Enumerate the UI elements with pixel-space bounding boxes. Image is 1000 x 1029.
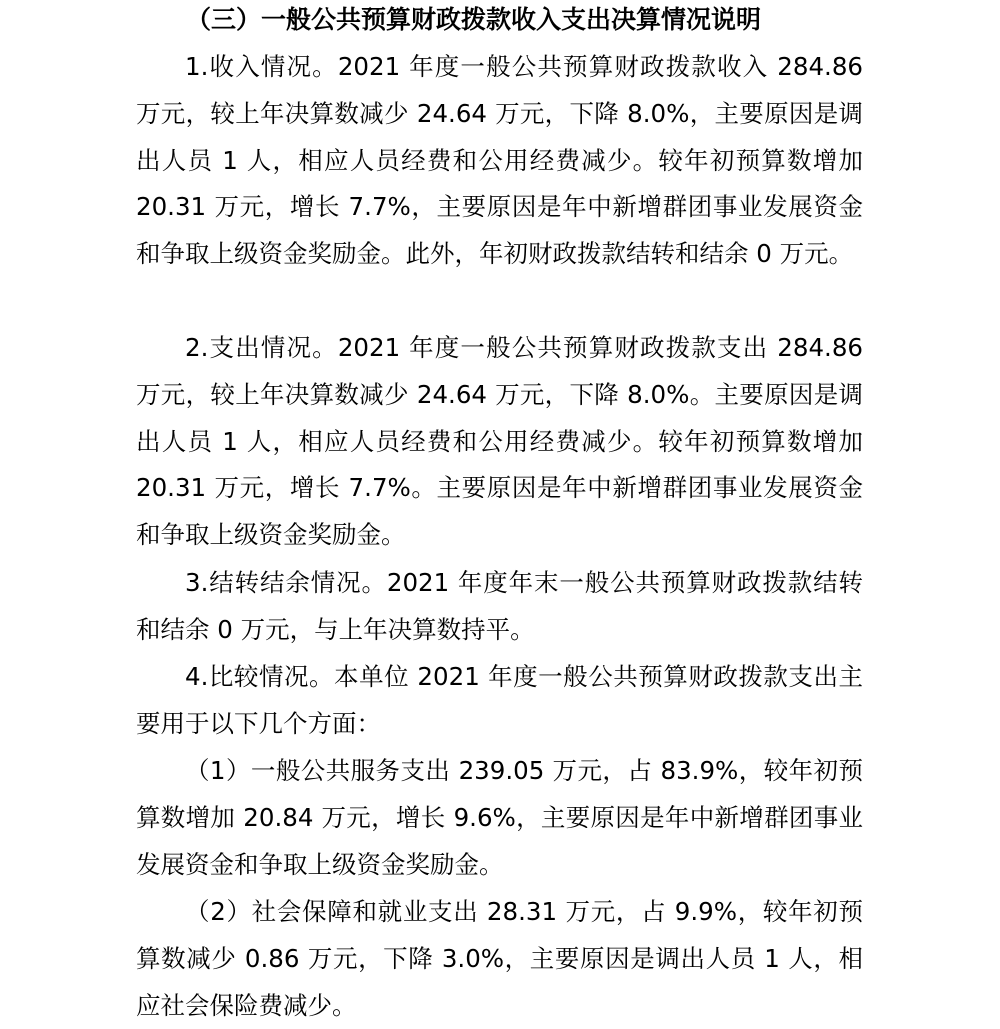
paragraph-public-services: （1）一般公共服务支出 239.05 万元，占 83.9%，较年初预算数增加 20.84 万元，增长 9.6%，主要原因是年中新增群团事业发展资金和争取上级资金奖励金。 <box>136 756 863 879</box>
paragraph-social-security: （2）社会保障和就业支出 28.31 万元，占 9.9%，较年初预算数减少 0.86 万元，下降 3.0%，主要原因是调出人员 1 人，相应社会保险费减少。 <box>136 897 863 1020</box>
paragraph-carryover: 3.结转结余情况。2021 年度年末一般公共预算财政拨款结转和结余 0 万元，与上年决算数持平。 <box>136 568 863 644</box>
paragraph-income: 1.收入情况。2021 年度一般公共预算财政拨款收入 284.86 万元，较上年决算数减少 24.64 万元，下降 8.0%，主要原因是调出人员 1 人，相应人员经费和公用经费减少。较年初预算数增加 20.31 万元，增长 7.7%，主要原因是年中新增群团事业发展资金和争取上级资金奖励金。此外，年初财政拨款结转和结余 0 万元。 <box>136 52 863 269</box>
paragraph-comparison: 4.比较情况。本单位 2021 年度一般公共预算财政拨款支出主要用于以下几个方面： <box>136 662 863 738</box>
section-heading: （三）一般公共预算财政拨款收入支出决算情况说明 <box>186 5 762 34</box>
paragraph-expenditure: 2.支出情况。2021 年度一般公共预算财政拨款支出 284.86 万元，较上年决算数减少 24.64 万元，下降 8.0%。主要原因是调出人员 1 人，相应人员经费和公用经费减少。较年初预算数增加 20.31 万元，增长 7.7%。主要原因是年中新增群团事业发展资金和争取上级资金奖励金。 <box>136 333 863 550</box>
